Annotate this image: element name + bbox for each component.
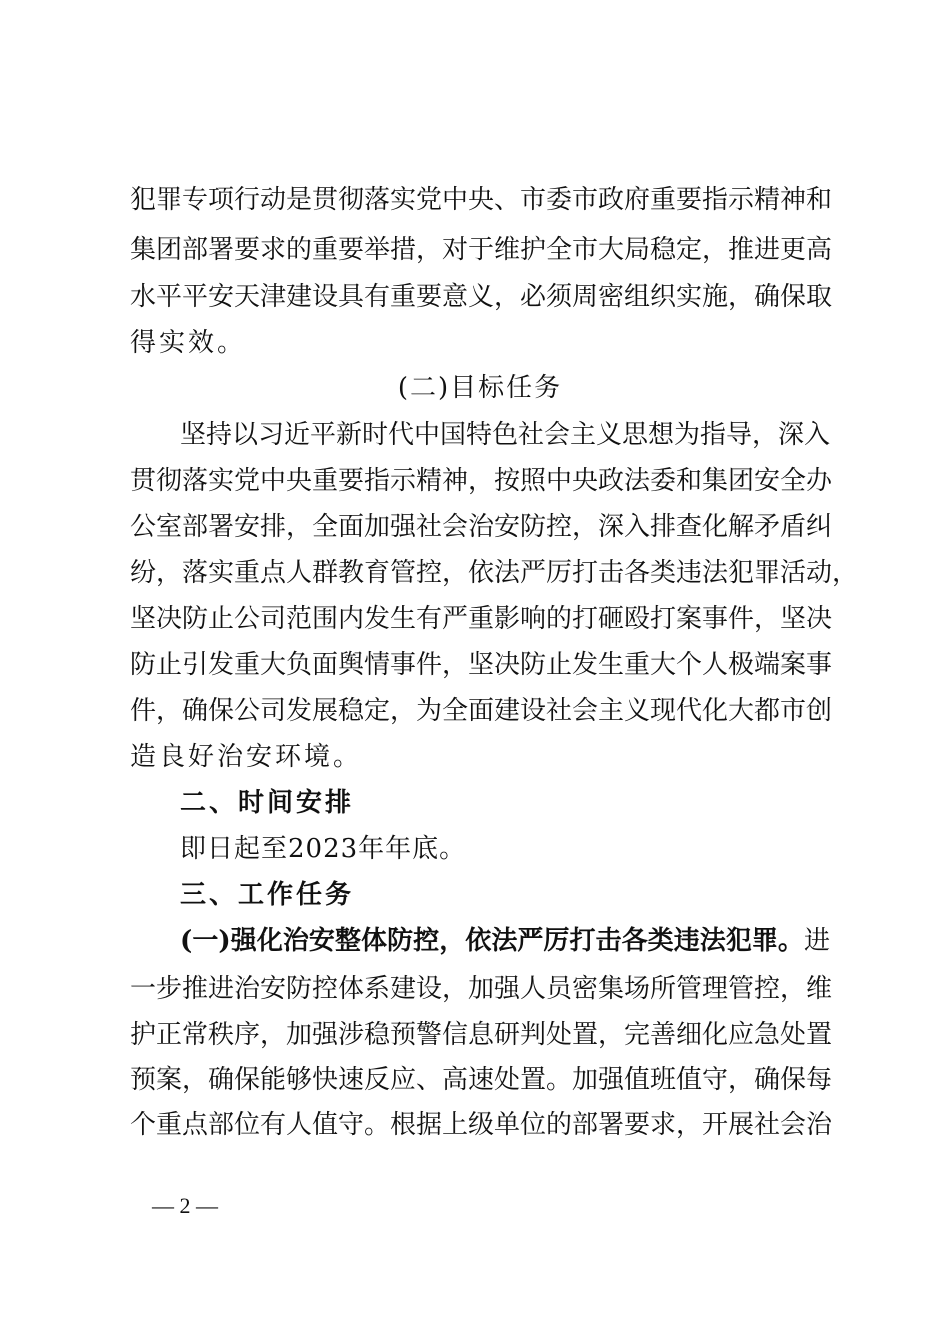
paragraph-line: 纷，落实重点人群教育管控，依法严厉打击各类违法犯罪活动， [130, 558, 859, 588]
paragraph-line: 坚决防止公司范围内发生有严重影响的打砸殴打案事件，坚决 [130, 604, 833, 634]
paragraph-line: 护正常秩序，加强涉稳预警信息研判处置，完善细化应急处置 [130, 1020, 833, 1050]
paragraph-line: 件，确保公司发展稳定，为全面建设社会主义现代化大都市创 [130, 696, 833, 726]
paragraph-line: 犯罪专项行动是贯彻落实党中央、市委市政府重要指示精神和 [130, 185, 833, 215]
paragraph-continuation: 进 [803, 926, 830, 956]
paragraph-line: 贯彻落实党中央重要指示精神，按照中央政法委和集团安全办 [130, 466, 833, 496]
paragraph-line: 个重点部位有人值守。根据上级单位的部署要求，开展社会治 [130, 1110, 833, 1140]
subheading-goals: (二)目标任务 [397, 373, 563, 403]
section-heading-schedule: 二、时间安排 [180, 788, 355, 818]
paragraph-first-line [180, 924, 830, 958]
schedule-text: 即日起至2023年年底。 [180, 834, 467, 864]
paragraph-line: 得实效。 [130, 328, 247, 358]
task-subheading: (一)强化治安整体防控，依法严厉打击各类违法犯罪。 [180, 926, 804, 956]
paragraph-line: 坚持以习近平新时代中国特色社会主义思想为指导，深入 [180, 420, 831, 450]
paragraph-line: 一步推进治安防控体系建设，加强人员密集场所管理管控，维 [130, 974, 833, 1004]
section-heading-tasks: 三、工作任务 [180, 880, 355, 910]
paragraph-line: 水平平安天津建设具有重要意义，必须周密组织实施，确保取 [130, 282, 833, 312]
paragraph-line: 预案，确保能够快速反应、高速处置。加强值班值守，确保每 [130, 1065, 833, 1095]
paragraph-line: 集团部署要求的重要举措，对于维护全市大局稳定，推进更高 [130, 235, 833, 265]
page-number: — 2 — [152, 1193, 218, 1218]
paragraph-line: 造良好治安环境。 [130, 742, 363, 772]
paragraph-line: 公室部署安排，全面加强社会治安防控，深入排查化解矛盾纠 [130, 512, 833, 542]
paragraph-line: 防止引发重大负面舆情事件，坚决防止发生重大个人极端案事 [130, 650, 833, 680]
